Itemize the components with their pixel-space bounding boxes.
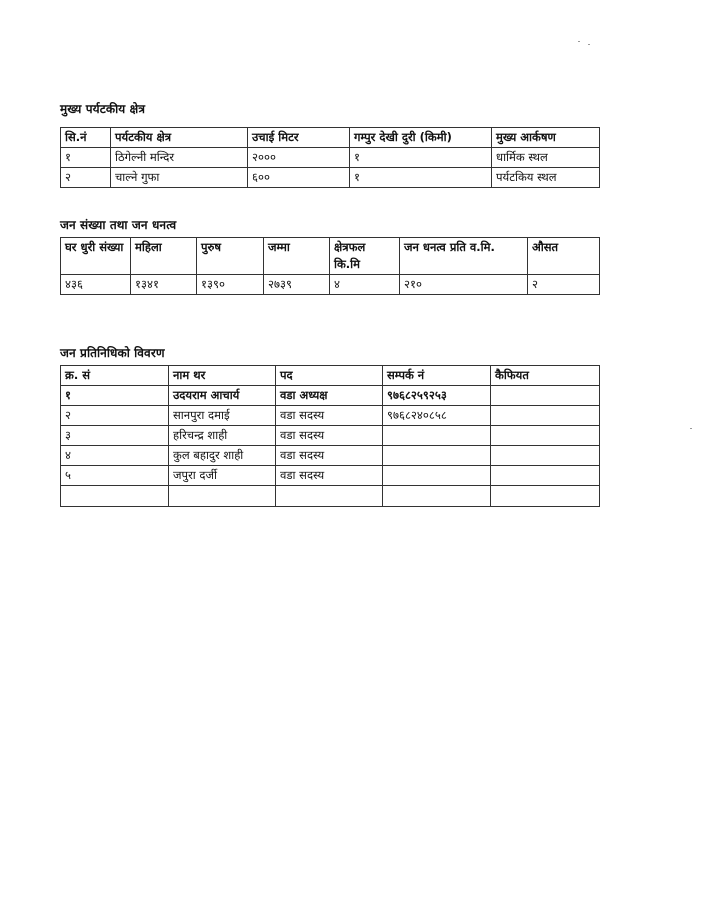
table-cell (491, 446, 600, 466)
table-cell (383, 486, 491, 507)
table-cell: ठिगेल्नी मन्दिर (111, 148, 248, 168)
table-row (61, 486, 600, 507)
table-cell: २००० (248, 148, 350, 168)
table-cell (276, 486, 383, 507)
table-cell: १३४१ (131, 275, 197, 295)
table-cell (491, 466, 600, 486)
scan-speck (690, 428, 692, 429)
table-cell (61, 486, 169, 507)
table-header-row (61, 366, 600, 386)
tourism-heading: मुख्य पर्यटकीय क्षेत्र (60, 102, 146, 116)
table-cell (383, 466, 491, 486)
table-cell: २ (61, 406, 169, 426)
table-row (61, 386, 600, 406)
column-header: घर धुरी संख्या (61, 238, 131, 275)
table-cell (383, 446, 491, 466)
table-cell: वडा अध्यक्ष (276, 386, 383, 406)
table-cell: १३९० (197, 275, 264, 295)
column-header: पुरुष (197, 238, 264, 275)
column-header: जम्मा (264, 238, 330, 275)
column-header: क्र. सं (61, 366, 169, 386)
table-cell (491, 386, 600, 406)
table-cell: १ (350, 148, 492, 168)
table-row (61, 148, 600, 168)
table-cell (491, 426, 600, 446)
table-row (61, 275, 600, 295)
table-cell: धार्मिक स्थल (492, 148, 600, 168)
column-header: उचाई मिटर (248, 128, 350, 148)
table-cell: ९७६८२५९२५३ (383, 386, 491, 406)
table-cell: उदयराम आचार्य (169, 386, 276, 406)
column-header: सि.नं (61, 128, 111, 148)
column-header: औसत (528, 238, 600, 275)
column-header: गम्पुर देखी दुरी (किमी) (350, 128, 492, 148)
table-cell: वडा सदस्य (276, 466, 383, 486)
column-header: सम्पर्क नं (383, 366, 491, 386)
table-row (61, 446, 600, 466)
column-header: पद (276, 366, 383, 386)
table-cell: पर्यटकिय स्थल (492, 168, 600, 188)
column-header: पर्यटकीय क्षेत्र (111, 128, 248, 148)
table-cell: ३ (61, 426, 169, 446)
column-header: कैफियत (491, 366, 600, 386)
table-row (61, 466, 600, 486)
table-cell: चाल्ने गुफा (111, 168, 248, 188)
table-cell: ४३६ (61, 275, 131, 295)
column-header: मुख्य आर्कषण (492, 128, 600, 148)
table-cell: सानपुरा दमाई (169, 406, 276, 426)
column-header: महिला (131, 238, 197, 275)
representatives-table (60, 365, 600, 507)
scan-speck (578, 41, 580, 42)
column-header: जन धनत्व प्रति व.मि. (400, 238, 528, 275)
column-header: नाम थर (169, 366, 276, 386)
table-header-row (61, 238, 600, 275)
table-cell (491, 406, 600, 426)
table-cell: ९७६८२४०८५८ (383, 406, 491, 426)
population-heading: जन संख्या तथा जन धनत्व (60, 218, 177, 232)
representatives-heading: जन प्रतिनिधिको विवरण (60, 346, 165, 360)
table-cell: ५ (61, 466, 169, 486)
table-cell (169, 486, 276, 507)
table-cell: हरिचन्द्र शाही (169, 426, 276, 446)
table-cell: २ (61, 168, 111, 188)
table-cell (491, 486, 600, 507)
table-cell: २७३९ (264, 275, 330, 295)
table-cell: १ (350, 168, 492, 188)
population-table (60, 237, 600, 295)
table-cell: २१० (400, 275, 528, 295)
table-cell (383, 426, 491, 446)
table-cell: वडा सदस्य (276, 406, 383, 426)
table-cell: ६०० (248, 168, 350, 188)
tourism-table (60, 127, 600, 188)
column-header: क्षेत्रफल कि.मि (330, 238, 400, 275)
table-header-row (61, 128, 600, 148)
table-cell: १ (61, 386, 169, 406)
table-cell: १ (61, 148, 111, 168)
table-cell: कुल बहादुर शाही (169, 446, 276, 466)
table-cell: वडा सदस्य (276, 446, 383, 466)
scan-speck (588, 44, 590, 45)
table-cell: वडा सदस्य (276, 426, 383, 446)
table-cell: २ (528, 275, 600, 295)
table-cell: जपुरा दर्जी (169, 466, 276, 486)
table-cell: ४ (61, 446, 169, 466)
table-row (61, 168, 600, 188)
table-cell: ४ (330, 275, 400, 295)
table-row (61, 406, 600, 426)
table-row (61, 426, 600, 446)
